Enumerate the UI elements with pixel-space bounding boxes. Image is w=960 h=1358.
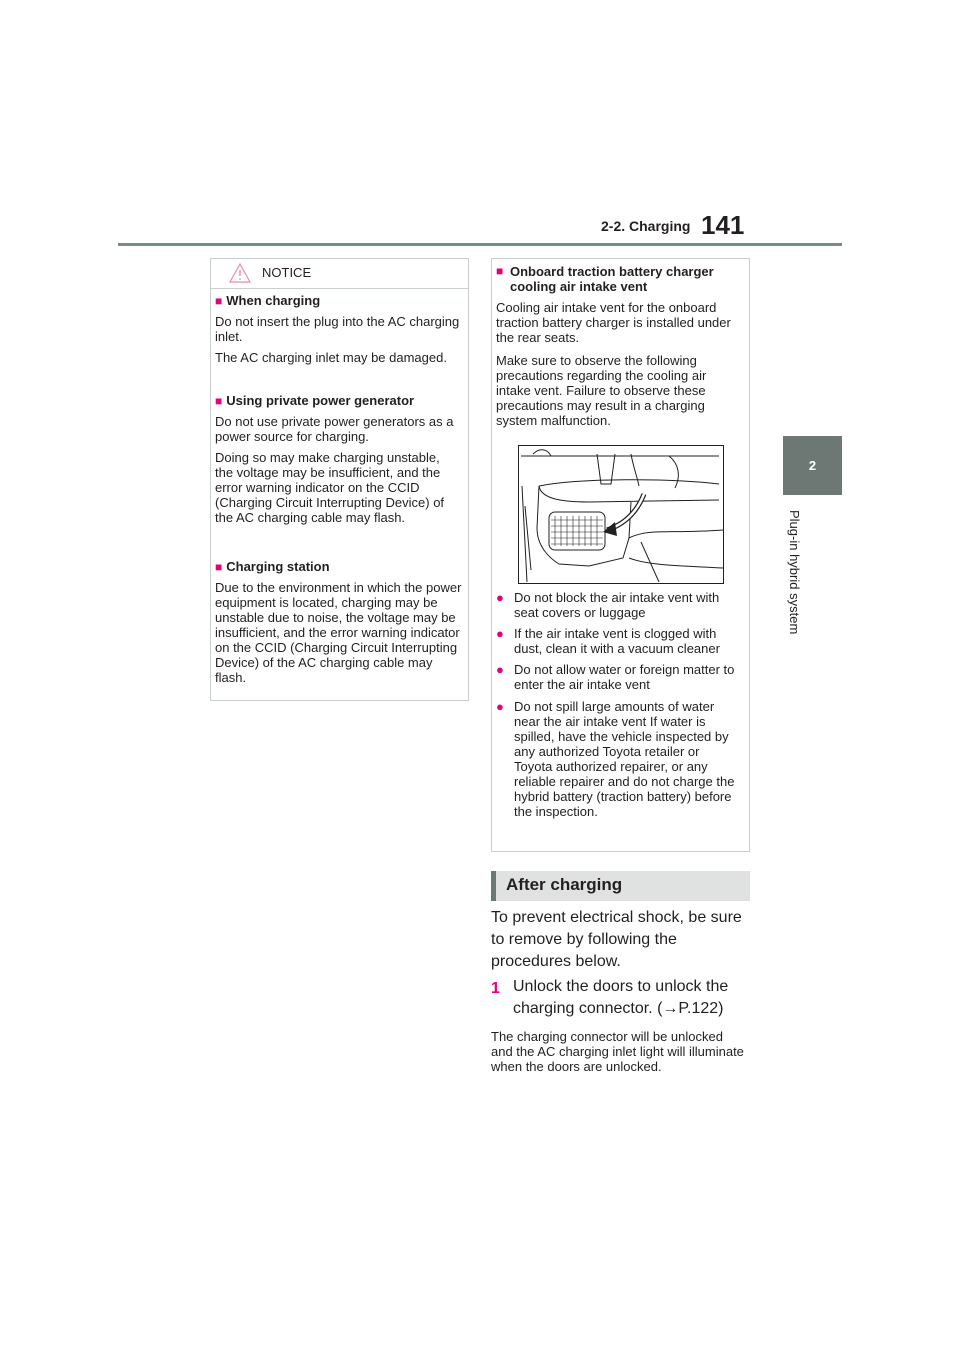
notice-heading-3: ■ Charging station <box>215 559 330 574</box>
intake-heading: ■ Onboard traction battery charger cooling air intake vent <box>496 264 714 294</box>
notice-heading-2: ■ Using private power generator <box>215 393 415 408</box>
circle-bullet-icon: ● <box>496 590 504 605</box>
circle-bullet-icon: ● <box>496 626 504 641</box>
chapter-side-label <box>780 510 810 690</box>
section-title: 2-2. Charging <box>601 218 691 234</box>
list-item: ● Do not block the air intake vent with seat covers or luggage <box>496 590 720 620</box>
step-note: The charging connector will be unlocked and the AC charging inlet light will illuminate when the doors are unlocked. <box>491 1029 744 1074</box>
header-divider <box>118 243 842 246</box>
list-item: ● If the air intake vent is clogged with dust, clean it with a vacuum cleaner <box>496 626 720 656</box>
chapter-title: Plug-in hybrid system <box>787 510 802 635</box>
notice-label: NOTICE <box>262 265 312 280</box>
notice-paragraph: Do not insert the plug into the AC charging inlet. <box>215 314 460 344</box>
square-bullet-icon: ■ <box>496 264 504 278</box>
seat-vent-drawing <box>519 446 723 583</box>
notice-paragraph: The AC charging inlet may be damaged. <box>215 350 447 365</box>
rear-seat-vent-illustration <box>518 445 724 584</box>
circle-bullet-icon: ● <box>496 699 504 714</box>
notice-paragraph: Due to the environment in which the power equipment is located, charging may be unstable due to noise, the voltage may be insufficient, and the error warning indicator on the CCID (Charging Circuit Interrupting Device) of the AC charging cable may flash. <box>215 580 462 685</box>
step-text: Unlock the doors to unlock the charging connector. (→P.122) <box>513 978 729 1017</box>
list-item: ● Do not allow water or foreign matter to enter the air intake vent <box>496 662 735 692</box>
chapter-tab <box>783 436 842 495</box>
page-number: 141 <box>701 210 745 240</box>
intake-vent-box <box>491 258 750 852</box>
intake-paragraph: Cooling air intake vent for the onboard traction battery charger is installed under the rear seats. <box>496 300 731 345</box>
step-number: 1 <box>491 980 500 997</box>
notice-paragraph: Do not use private power generators as a power source for charging. <box>215 414 454 444</box>
square-bullet-icon: ■ <box>215 560 223 574</box>
chapter-number: 2 <box>808 458 817 473</box>
square-bullet-icon: ■ <box>215 394 223 408</box>
circle-bullet-icon: ● <box>496 662 504 677</box>
intake-paragraph: Make sure to observe the following precautions regarding the cooling air intake vent. Failure to observe these precautions may result in a charging system malfunction. <box>496 353 707 428</box>
after-intro: To prevent electrical shock, be sure to remove by following the procedures below. <box>491 909 742 970</box>
warning-triangle-icon <box>229 263 251 283</box>
list-item: ● Do not spill large amounts of water near the air intake vent If water is spilled, have the vehicle inspected by any authorized Toyota retailer or Toyota authorized repairer, or any reliable repairer and do not charge the hybrid battery (traction battery) before the inspection. <box>496 699 735 819</box>
notice-header <box>211 259 468 289</box>
notice-box <box>210 258 469 701</box>
notice-paragraph: Doing so may make charging unstable, the voltage may be insufficient, and the error warning indicator on the CCID (Charging Circuit Interrupting Device) of the AC charging cable may flash. <box>215 450 445 525</box>
after-charging-heading: After charging <box>491 871 750 901</box>
square-bullet-icon: ■ <box>215 294 223 308</box>
notice-heading-1: ■ When charging <box>215 293 321 308</box>
